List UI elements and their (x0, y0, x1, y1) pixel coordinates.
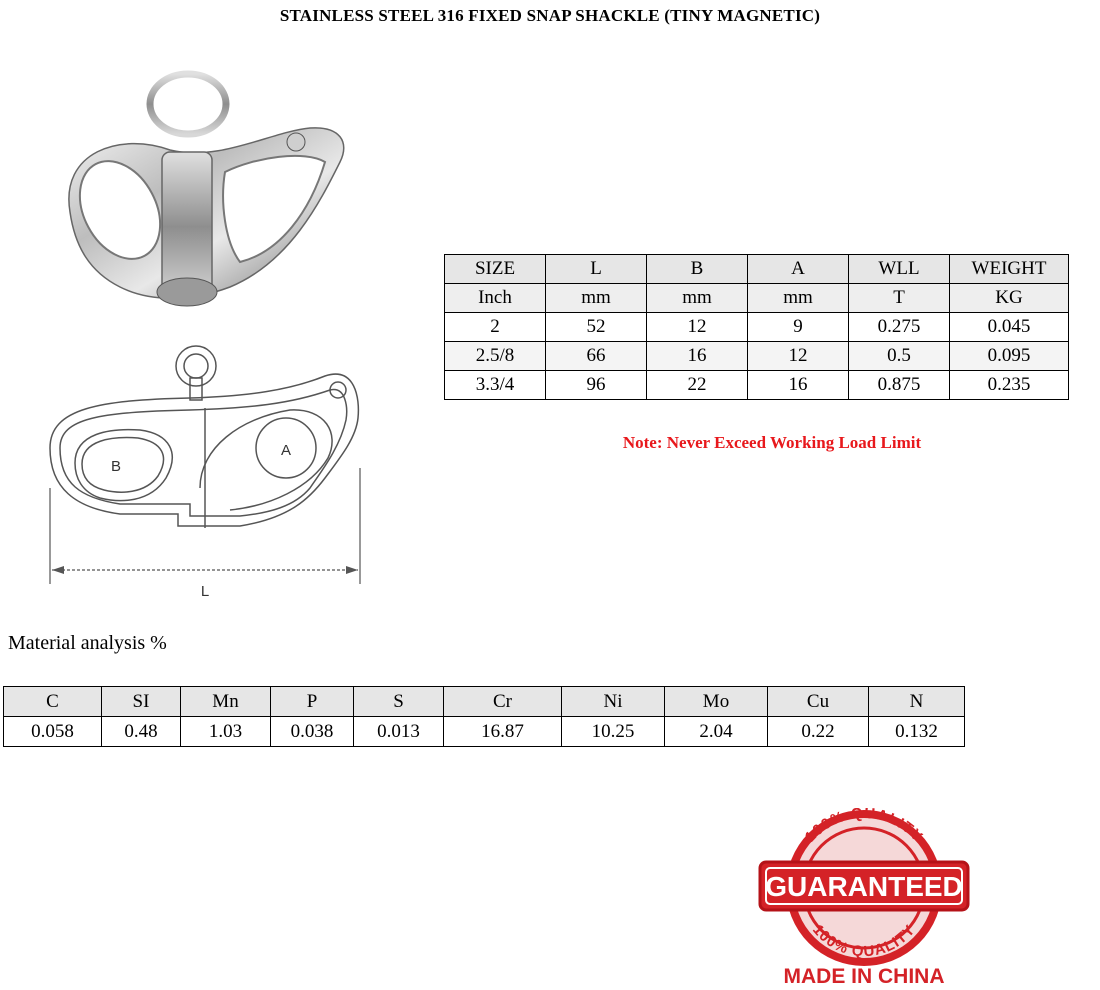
table-cell: 52 (546, 313, 647, 342)
technical-drawing (40, 338, 380, 608)
material-header-cell: SI (102, 687, 181, 717)
material-value-cell: 0.038 (271, 717, 354, 747)
table-row (445, 342, 1069, 371)
material-value-cell: 16.87 (444, 717, 562, 747)
spec-unit-cell: T (849, 284, 950, 313)
table-row (445, 371, 1069, 400)
spec-unit-cell: mm (647, 284, 748, 313)
stamp-top-arc: 100% QUALITY (801, 808, 927, 846)
material-header-cell: Mo (665, 687, 768, 717)
spec-header-cell: A (748, 255, 849, 284)
table-cell: 0.875 (849, 371, 950, 400)
table-cell: 2.5/8 (445, 342, 546, 371)
table-cell: 12 (748, 342, 849, 371)
spec-header-cell: B (647, 255, 748, 284)
material-header-row (4, 687, 965, 717)
page-title: STAINLESS STEEL 316 FIXED SNAP SHACKLE (TINY MAGNETIC) (279, 6, 821, 25)
table-cell: 0.5 (849, 342, 950, 371)
product-photo (40, 62, 400, 322)
table-cell: 22 (647, 371, 748, 400)
material-table (3, 686, 965, 747)
material-header-cell: Mn (181, 687, 271, 717)
material-value-cell: 0.48 (102, 717, 181, 747)
table-cell: 9 (748, 313, 849, 342)
material-header-cell: C (4, 687, 102, 717)
table-cell: 3.3/4 (445, 371, 546, 400)
material-header-cell: N (869, 687, 965, 717)
label-a: A (280, 442, 292, 459)
spec-header-row (445, 255, 1069, 284)
table-cell: 0.045 (950, 313, 1069, 342)
material-header-cell: Cr (444, 687, 562, 717)
spec-unit-cell: mm (546, 284, 647, 313)
table-cell: 0.275 (849, 313, 950, 342)
spec-header-cell: L (546, 255, 647, 284)
material-header-cell: Ni (562, 687, 665, 717)
table-cell: 16 (748, 371, 849, 400)
material-value-cell: 0.013 (354, 717, 444, 747)
made-in-china: MADE IN CHINA (783, 965, 945, 988)
table-row (4, 717, 965, 747)
material-header-cell: Cu (768, 687, 869, 717)
table-cell: 66 (546, 342, 647, 371)
table-cell: 2 (445, 313, 546, 342)
spec-header-cell: WLL (849, 255, 950, 284)
material-value-cell: 0.058 (4, 717, 102, 747)
material-value-cell: 0.132 (869, 717, 965, 747)
material-analysis-label: Material analysis % (8, 632, 167, 654)
table-row (445, 313, 1069, 342)
table-cell: 0.095 (950, 342, 1069, 371)
table-cell: 96 (546, 371, 647, 400)
table-cell: 12 (647, 313, 748, 342)
material-value-cell: 10.25 (562, 717, 665, 747)
spec-unit-cell: mm (748, 284, 849, 313)
warning-note: Note: Never Exceed Working Load Limit (622, 433, 922, 452)
quality-guaranteed-stamp (754, 808, 974, 988)
table-cell: 0.235 (950, 371, 1069, 400)
spec-header-cell: SIZE (445, 255, 546, 284)
material-value-cell: 0.22 (768, 717, 869, 747)
spec-unit-cell: Inch (445, 284, 546, 313)
material-header-cell: P (271, 687, 354, 717)
material-value-cell: 2.04 (665, 717, 768, 747)
spec-units-row (445, 284, 1069, 313)
spec-table (444, 254, 1069, 400)
material-header-cell: S (354, 687, 444, 717)
label-b: B (110, 458, 122, 475)
material-value-cell: 1.03 (181, 717, 271, 747)
table-cell: 16 (647, 342, 748, 371)
spec-unit-cell: KG (950, 284, 1069, 313)
stamp-bottom-arc: 100% QUALITY (809, 921, 919, 961)
spec-header-cell: WEIGHT (950, 255, 1069, 284)
stamp-banner: GUARANTEED (765, 871, 963, 902)
label-l: L (200, 583, 210, 600)
